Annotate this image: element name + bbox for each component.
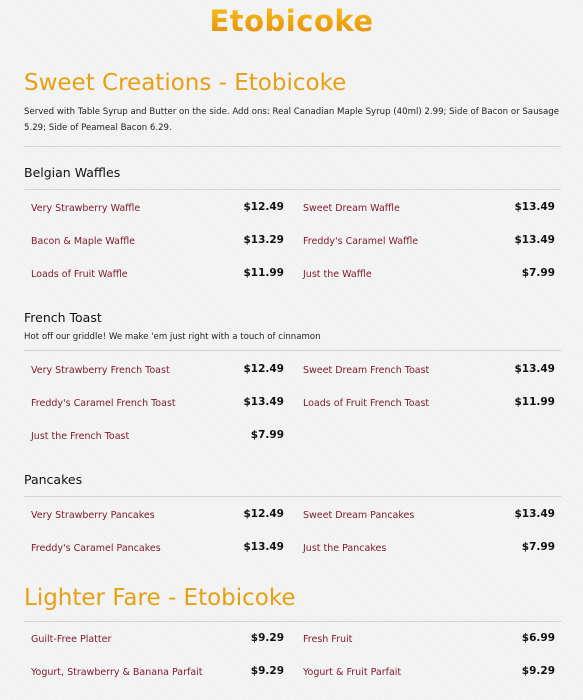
menu-item-name[interactable]: Freddy's Caramel Pancakes (31, 543, 161, 554)
page-title: Etobicoke (0, 4, 583, 38)
menu-item-name[interactable]: Very Strawberry Waffle (31, 203, 141, 214)
menu-item-price: $9.29 (250, 632, 284, 644)
menu-item-price: $13.49 (514, 201, 555, 213)
menu-item-price: $11.99 (243, 267, 284, 279)
menu-item-price: $6.99 (521, 632, 555, 644)
section-title-lighter-fare: Lighter Fare - Etobicoke (24, 585, 296, 611)
menu-item-name[interactable]: Freddy's Caramel Waffle (303, 236, 419, 247)
menu-item-name[interactable]: Loads of Fruit French Toast (303, 398, 430, 409)
menu-item-price: $13.49 (514, 508, 555, 520)
menu-item-price: $13.49 (243, 396, 284, 408)
divider (24, 146, 561, 147)
menu-item-price: $7.99 (521, 541, 555, 553)
menu-item-name[interactable]: Yogurt & Fruit Parfait (303, 667, 402, 678)
menu-item-price: $11.99 (514, 396, 555, 408)
menu-item-price: $13.49 (514, 234, 555, 246)
menu-item-name[interactable]: Freddy's Caramel French Toast (31, 398, 176, 409)
menu-item-price: $13.49 (243, 541, 284, 553)
category-title-french-toast: French Toast (24, 310, 102, 325)
menu-item-price: $12.49 (243, 363, 284, 375)
menu-item-name[interactable]: Guilt-Free Platter (31, 634, 112, 645)
category-title-belgian-waffles: Belgian Waffles (24, 165, 121, 180)
menu-item-name[interactable]: Very Strawberry Pancakes (31, 510, 155, 521)
divider (24, 621, 561, 622)
menu-item-name[interactable]: Just the Waffle (303, 269, 372, 280)
divider (24, 350, 561, 351)
section-description: Served with Table Syrup and Butter on the side. Add ons: Real Canadian Maple Syrup (40ml) 2.99; Side of Bacon or Sausage 5.29; Side of Peameal Bacon 6.29. (24, 107, 560, 133)
menu-item-name[interactable]: Loads of Fruit Waffle (31, 269, 128, 280)
menu-item-name[interactable]: Sweet Dream Waffle (303, 203, 400, 214)
section-title-sweet-creations: Sweet Creations - Etobicoke (24, 70, 347, 96)
menu-item-name[interactable]: Fresh Fruit (303, 634, 353, 645)
menu-item-name[interactable]: Sweet Dream Pancakes (303, 510, 415, 521)
menu-item-price: $9.29 (250, 665, 284, 677)
divider (24, 189, 561, 190)
menu-item-price: $9.29 (521, 665, 555, 677)
menu-item-price: $12.49 (243, 508, 284, 520)
menu-item-price: $7.99 (521, 267, 555, 279)
menu-item-price: $7.99 (250, 429, 284, 441)
menu-item-price: $12.49 (243, 201, 284, 213)
menu-item-name[interactable]: Very Strawberry French Toast (31, 365, 170, 376)
menu-item-name[interactable]: Yogurt, Strawberry & Banana Parfait (31, 667, 203, 678)
category-title-pancakes: Pancakes (24, 472, 83, 487)
menu-item-name[interactable]: Just the French Toast (31, 431, 130, 442)
menu-item-name[interactable]: Sweet Dream French Toast (303, 365, 430, 376)
category-description: Hot off our griddle! We make 'em just right with a touch of cinnamon (24, 332, 321, 342)
menu-item-name[interactable]: Bacon & Maple Waffle (31, 236, 136, 247)
menu-item-price: $13.29 (243, 234, 284, 246)
divider (24, 496, 561, 497)
menu-item-name[interactable]: Just the Pancakes (303, 543, 387, 554)
menu-item-price: $13.49 (514, 363, 555, 375)
